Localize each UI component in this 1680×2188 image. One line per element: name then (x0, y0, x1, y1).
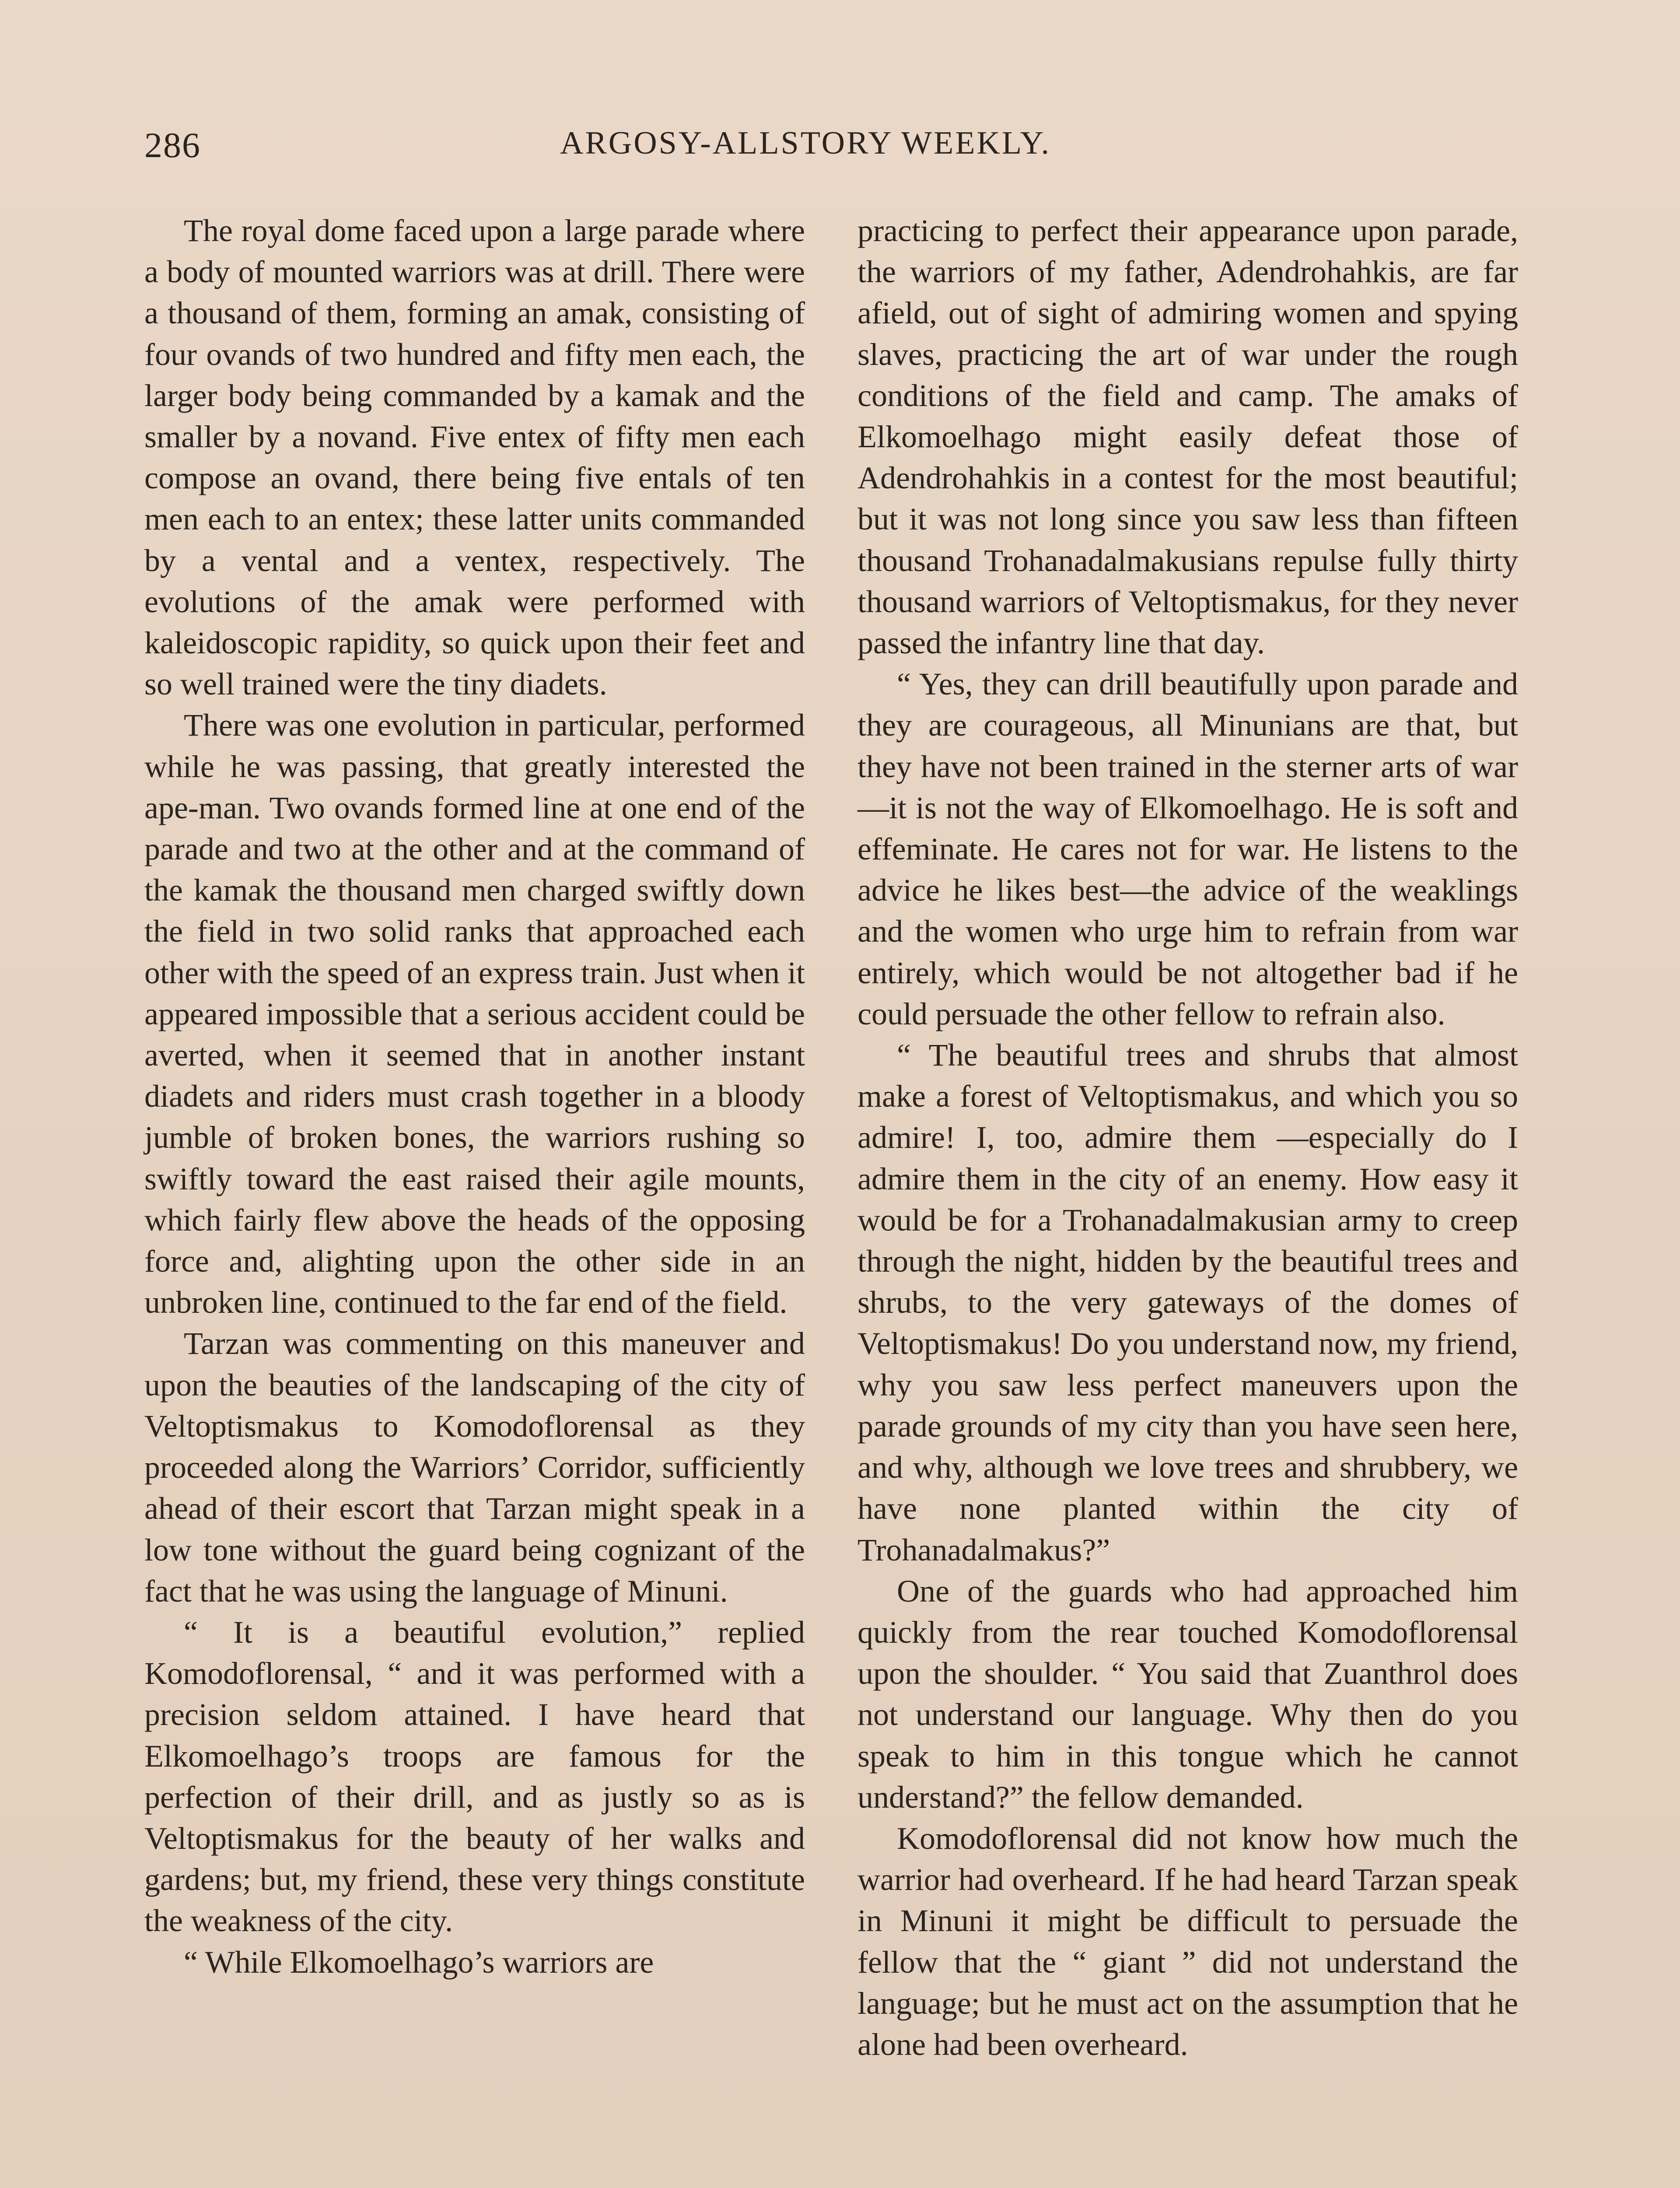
paragraph: The royal dome faced upon a large parade where a body of mounted warriors was at drill. There were a thousand of them, forming an amak, consisting of four ovands of two hundred and fifty men each, the larger body being commanded by a kamak and the smaller by a novand. Five entex of fifty men each compose an ovand, there being five entals of ten men each to an entex; these latter units commanded by a vental and a ventex, respectively. The evolutions of the amak were performed with kaleidoscopic rapidity, so quick upon their feet and so well trained were the tiny diadets. (144, 213, 805, 702)
paragraph: “ It is a beautiful evolution,” replied Komodoflorensal, “ and it was performed with a precision seldom attained. I have heard that Elkomoelhago’s troops are famous for the perfection of their drill, and as justly so as is Veltoptismakus for the beauty of her walks and gardens; but, my friend, these very things constitute the weakness of the city. (144, 1614, 805, 1939)
paragraph: There was one evolution in particular, performed while he was passing, that greatly interested the ape-man. Two ovands formed line at one end of the parade and two at the other and at the command of the kamak the thousand men charged swiftly down the field in two solid ranks that approached each other with the speed of an express train. Just when it appeared impossible that a serious accident could be averted, when it seemed that in another instant diadets and riders must crash together in a bloody jumble of broken bones, the warriors rushing so swiftly toward the east raised their agile mounts, which fairly flew above the heads of the opposing force and, alighting upon the other side in an unbroken line, continued to the far end of the field. (144, 708, 805, 1320)
page-number: 286 (144, 125, 201, 165)
right-column (858, 210, 1518, 2065)
paragraph: “ While Elkomoelhago’s warriors are (184, 1944, 654, 1980)
left-column (144, 210, 805, 1983)
paragraph-continued: practicing to perfect their appearance upon parade, the warriors of my father, Adendrohahkis, are far afield, out of sight of admiring women and spying slaves, practicing the art of war under the rough conditions of the field and camp. The amaks of Elkomoelhago might easily defeat those of Adendrohahkis in a contest for the most beautiful; but it was not long since you saw less than fifteen thousand Trohanadalmakusians repulse fully thirty thousand warriors of Veltoptismakus, for they never passed the infantry line that day. (858, 213, 1518, 661)
paragraph: Tarzan was commenting on this maneuver and upon the beauties of the landscaping of the city of Veltoptismakus to Komodoflorensal as they proceeded along the Warriors’ Corridor, sufficiently ahead of their escort that Tarzan might speak in a low tone without the guard being cognizant of the fact that he was using the language of Minuni. (144, 1326, 805, 1609)
running-head: ARGOSY-ALLSTORY WEEKLY. (560, 125, 1051, 161)
paragraph: One of the guards who had approached him quickly from the rear touched Komodoflorensal upon the shoulder. “ You said that Zuanthrol does not understand our language. Why then do you speak to him in this tongue which he cannot understand?” the fellow demanded. (858, 1573, 1518, 1815)
paragraph: “ Yes, they can drill beautifully upon parade and they are courageous, all Minunians are that, but they have not been trained in the sterner arts of war—it is not the way of Elkomoelhago. He is soft and effeminate. He cares not for war. He listens to the advice he likes best—the advice of the weaklings and the women who urge him to refrain from war entirely, which would be not altogether bad if he could persuade the other fellow to refrain also. (858, 666, 1518, 1031)
paragraph: Komodoflorensal did not know how much the warrior had overheard. If he had heard Tarzan speak in Minuni it might be difficult to persuade the fellow that the “ giant ” did not understand the language; but he must act on the assumption that he alone had been overheard. (858, 1820, 1518, 2062)
paragraph: “ The beautiful trees and shrubs that almost make a forest of Veltoptismakus, and which you so admire! I, too, admire them —especially do I admire them in the city of an enemy. How easy it would be for a Trohanadalmakusian army to creep through the night, hidden by the beautiful trees and shrubs, to the very gateways of the domes of Veltoptismakus! Do you understand now, my friend, why you saw less perfect maneuvers upon the parade grounds of my city than you have seen here, and why, although we love trees and shrubbery, we have none planted within the city of Trohanadalmakus?” (858, 1038, 1518, 1567)
